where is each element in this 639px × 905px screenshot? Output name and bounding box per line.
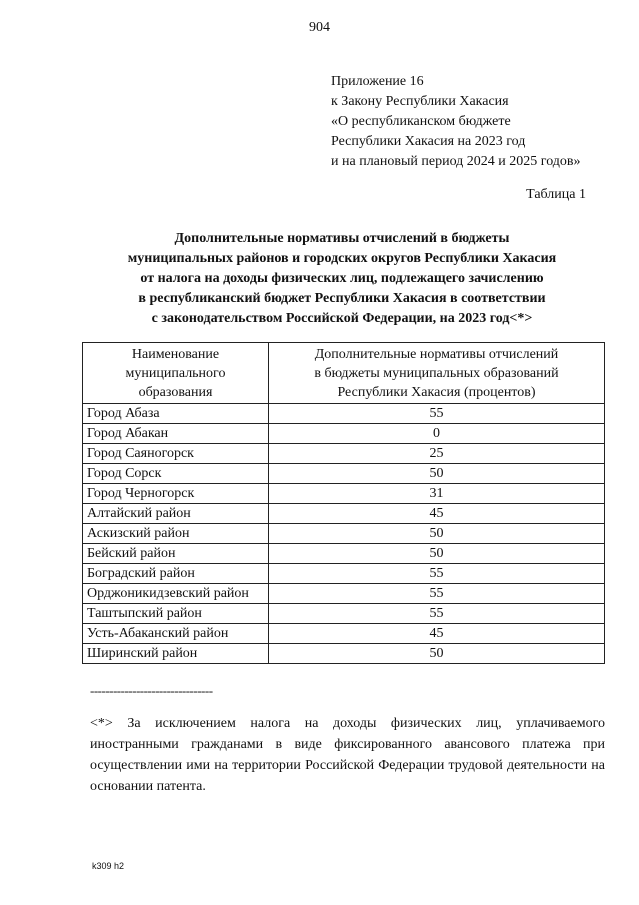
header-municipality xyxy=(83,343,269,404)
title-line: с законодательством Российской Федерации, на 2023 год<*> xyxy=(151,311,533,326)
norm-value: 55 xyxy=(269,584,605,604)
title-line: муниципальных районов и городских округов Республики Хакасия xyxy=(127,251,557,266)
table-row xyxy=(83,424,605,444)
appendix-line: и на плановый период 2024 и 2025 годов» xyxy=(331,154,581,169)
header-line: Наименование xyxy=(131,346,220,362)
norm-value: 45 xyxy=(269,504,605,524)
norms-table xyxy=(82,342,605,664)
table-row xyxy=(83,404,605,424)
table-row xyxy=(83,624,605,644)
municipality-name: Город Черногорск xyxy=(83,484,269,504)
norm-value: 50 xyxy=(269,464,605,484)
header-line: муниципального xyxy=(125,365,226,381)
norm-value: 55 xyxy=(269,564,605,584)
appendix-reference xyxy=(331,72,581,172)
page-number: 904 xyxy=(309,20,330,35)
table-row xyxy=(83,604,605,624)
footnote-divider: -------------------------------- xyxy=(90,683,213,698)
title-line: Дополнительные нормативы отчислений в бюджеты xyxy=(174,231,510,246)
norm-value: 50 xyxy=(269,544,605,564)
municipality-name: Таштыпский район xyxy=(83,604,269,624)
table-row xyxy=(83,644,605,664)
municipality-name: Город Абаза xyxy=(83,404,269,424)
municipality-name: Боградский район xyxy=(83,564,269,584)
norm-value: 25 xyxy=(269,444,605,464)
norm-value: 45 xyxy=(269,624,605,644)
table-label: Таблица 1 xyxy=(526,187,586,202)
norm-value: 55 xyxy=(269,404,605,424)
table-row xyxy=(83,584,605,604)
municipality-name: Город Абакан xyxy=(83,424,269,444)
table-row xyxy=(83,564,605,584)
municipality-name: Аскизский район xyxy=(83,524,269,544)
table-row xyxy=(83,544,605,564)
appendix-line: Приложение 16 xyxy=(331,74,424,89)
appendix-line: Республики Хакасия на 2023 год xyxy=(331,134,526,149)
municipality-name: Город Саяногорск xyxy=(83,444,269,464)
header-line: в бюджеты муниципальных образований xyxy=(314,365,559,381)
document-title xyxy=(82,229,602,329)
header-line: Республики Хакасия (процентов) xyxy=(337,384,536,400)
municipality-name: Ширинский район xyxy=(83,644,269,664)
norm-value: 55 xyxy=(269,604,605,624)
norm-value: 50 xyxy=(269,524,605,544)
table-row xyxy=(83,464,605,484)
municipality-name: Город Сорск xyxy=(83,464,269,484)
title-line: в республиканский бюджет Республики Хакасия в соответствии xyxy=(138,291,546,306)
norm-value: 0 xyxy=(269,424,605,444)
header-norm xyxy=(269,343,605,404)
document-code: k309 h2 xyxy=(92,861,125,871)
municipality-name: Алтайский район xyxy=(83,504,269,524)
municipality-name: Бейский район xyxy=(83,544,269,564)
footnote: <*> За исключением налога на доходы физических лиц, уплачиваемого иностранными гражданами в виде фиксированного авансового платежа при осуществлении ими на территории Российской Федерации трудовой деятельности на основании патента. xyxy=(90,716,605,794)
table-row xyxy=(83,444,605,464)
appendix-line: «О республиканском бюджете xyxy=(331,114,511,129)
table-header-row xyxy=(83,343,605,404)
table-row xyxy=(83,524,605,544)
municipality-name: Усть-Абаканский район xyxy=(83,624,269,644)
table-row xyxy=(83,484,605,504)
title-line: от налога на доходы физических лиц, подлежащего зачислению xyxy=(140,271,544,286)
norm-value: 31 xyxy=(269,484,605,504)
appendix-line: к Закону Республики Хакасия xyxy=(331,94,509,109)
norm-value: 50 xyxy=(269,644,605,664)
header-line: образования xyxy=(138,384,213,400)
table-row xyxy=(83,504,605,524)
municipality-name: Орджоникидзевский район xyxy=(83,584,269,604)
header-line: Дополнительные нормативы отчислений xyxy=(314,346,559,362)
